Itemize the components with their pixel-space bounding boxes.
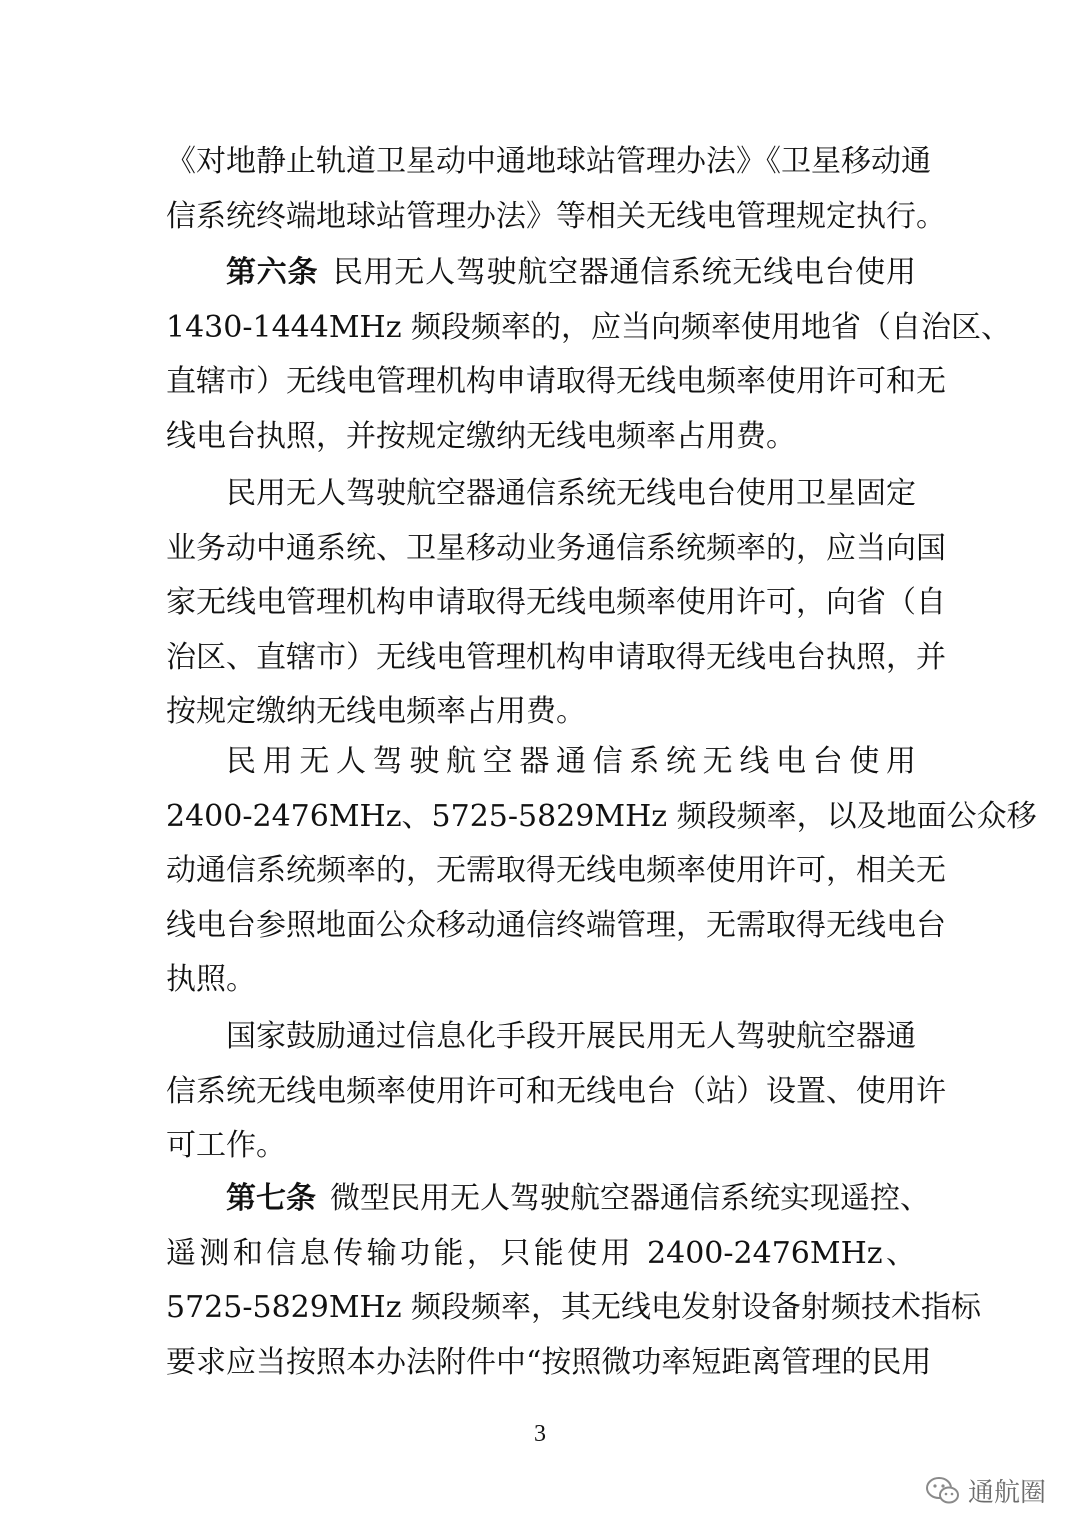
text-line: 信系统无线电频率使用许可和无线电台（站）设置、使用许 (166, 1073, 946, 1109)
text-line: 遥测和信息传输功能，只能使用 2400-2476MHz、 (166, 1235, 916, 1271)
text-line: 按规定缴纳无线电频率占用费。 (166, 694, 586, 729)
text-line: 民用无人驾驶航空器通信系统无线电台使用卫星固定 (226, 476, 916, 511)
text-line: 1430-1444MHz 频段频率的，应当向频率使用地省（自治区、 (166, 309, 1012, 345)
article-6 (166, 246, 1012, 464)
text-line: 直辖市）无线电管理机构申请取得无线电频率使用许可和无 (166, 364, 946, 399)
text-fragment: 微型民用无人驾驶航空器通信系统实现遥控、 (330, 1181, 930, 1216)
article-7 (166, 1172, 982, 1390)
text-line: 线电台参照地面公众移动通信终端管理，无需取得无线电台 (166, 907, 946, 943)
watermark (926, 1472, 1046, 1509)
text-fragment: 民用无人驾驶航空器通信系统无线电台使用 (332, 255, 917, 290)
text-line: 2400-2476MHz、5725-5829MHz 频段频率，以及地面公众移 (166, 798, 1037, 834)
text-line: 业务动中通系统、卫星移动业务通信系统频率的，应当向国 (166, 530, 946, 566)
text-line (166, 1172, 930, 1227)
text-line: 动通信系统频率的，无需取得无线电频率使用许可，相关无 (166, 853, 946, 888)
text-line: 治区、直辖市）无线电管理机构申请取得无线电台执照，并 (166, 639, 946, 675)
text-line: 执照。 (166, 962, 256, 997)
text-line: 可工作。 (166, 1128, 286, 1163)
watermark-text: 通航圈 (967, 1478, 1046, 1508)
text-line: 家无线电管理机构申请取得无线电频率使用许可，向省（自 (166, 585, 946, 620)
paragraph (166, 1010, 946, 1174)
text-line: 5725-5829MHz 频段频率，其无线电发射设备射频技术指标 (166, 1290, 982, 1325)
text-line (166, 246, 916, 301)
wechat-icon (926, 1476, 960, 1506)
page-number: 3 (534, 1421, 546, 1447)
article-heading: 第六条 (226, 255, 319, 290)
paragraph (166, 467, 946, 740)
text-line: 民用无人驾驶航空器通信系统无线电台使用 (226, 744, 916, 779)
text-line: 要求应当按照本办法附件中“按照微功率短距离管理的民用 (166, 1344, 932, 1380)
text-line: 信系统终端地球站管理办法》等相关无线电管理规定执行。 (166, 198, 946, 234)
paragraph-continuation (166, 135, 946, 244)
text-line: 国家鼓励通过信息化手段开展民用无人驾驶航空器通 (226, 1019, 916, 1054)
paragraph (166, 735, 1037, 1008)
text-line: 线电台执照，并按规定缴纳无线电频率占用费。 (166, 418, 796, 454)
text-line: 《对地静止轨道卫星动中通地球站管理办法》《卫星移动通 (166, 144, 931, 179)
article-heading: 第七条 (226, 1181, 316, 1216)
